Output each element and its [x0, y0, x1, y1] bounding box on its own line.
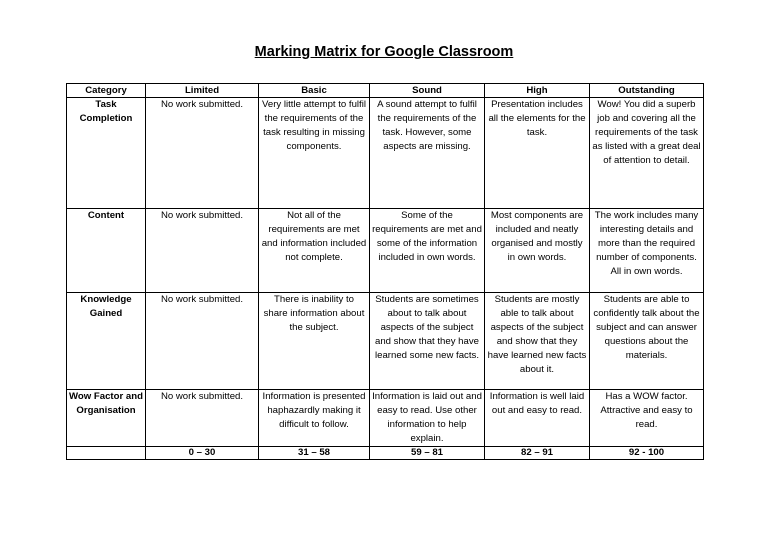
category-cell: Wow Factor and Organisation: [67, 390, 146, 447]
criteria-cell: The work includes many interesting details and more than the required number of components. All in own words.: [590, 209, 704, 293]
score-range-cell: 92 - 100: [590, 446, 704, 459]
header-limited: Limited: [146, 84, 259, 98]
criteria-cell: Some of the requirements are met and some of the information included in own words.: [370, 209, 485, 293]
header-high: High: [485, 84, 590, 98]
criteria-cell: Information is well laid out and easy to read.: [485, 390, 590, 447]
criteria-cell: Not all of the requirements are met and information included not complete.: [259, 209, 370, 293]
table-row: [67, 293, 704, 390]
criteria-cell: Most components are included and neatly organised and mostly in own words.: [485, 209, 590, 293]
criteria-cell: Information is laid out and easy to read. Use other information to help explain.: [370, 390, 485, 447]
score-empty-cell: [67, 446, 146, 459]
table-row: [67, 98, 704, 209]
criteria-cell: Students are sometimes about to talk about aspects of the subject and show that they have learned some new facts.: [370, 293, 485, 390]
header-outstanding: Outstanding: [590, 84, 704, 98]
criteria-cell: Students are mostly able to talk about aspects of the subject and show that they have learned new facts about it.: [485, 293, 590, 390]
marking-matrix-table: [66, 83, 704, 460]
table-header-row: [67, 84, 704, 98]
criteria-cell: Information is presented haphazardly making it difficult to follow.: [259, 390, 370, 447]
document-title: Marking Matrix for Google Classroom: [254, 44, 514, 60]
criteria-cell: Students are able to confidently talk about the subject and can answer questions about the materials.: [590, 293, 704, 390]
category-cell: Knowledge Gained: [67, 293, 146, 390]
score-range-cell: 0 – 30: [146, 446, 259, 459]
table-row: [67, 390, 704, 447]
criteria-cell: No work submitted.: [146, 293, 259, 390]
score-range-row: [67, 446, 704, 459]
criteria-cell: Wow! You did a superb job and covering all the requirements of the task as listed with a great deal of attention to detail.: [590, 98, 704, 209]
header-basic: Basic: [259, 84, 370, 98]
criteria-cell: Very little attempt to fulfil the requirements of the task resulting in missing components.: [259, 98, 370, 209]
header-sound: Sound: [370, 84, 485, 98]
criteria-cell: There is inability to share information about the subject.: [259, 293, 370, 390]
score-range-cell: 82 – 91: [485, 446, 590, 459]
criteria-cell: No work submitted.: [146, 209, 259, 293]
header-category: Category: [67, 84, 146, 98]
criteria-cell: A sound attempt to fulfil the requirements of the task. However, some aspects are missing.: [370, 98, 485, 209]
criteria-cell: No work submitted.: [146, 98, 259, 209]
criteria-cell: Has a WOW factor. Attractive and easy to read.: [590, 390, 704, 447]
criteria-cell: Presentation includes all the elements for the task.: [485, 98, 590, 209]
category-cell: Task Completion: [67, 98, 146, 209]
category-cell: Content: [67, 209, 146, 293]
score-range-cell: 31 – 58: [259, 446, 370, 459]
score-range-cell: 59 – 81: [370, 446, 485, 459]
table-row: [67, 209, 704, 293]
criteria-cell: No work submitted.: [146, 390, 259, 447]
